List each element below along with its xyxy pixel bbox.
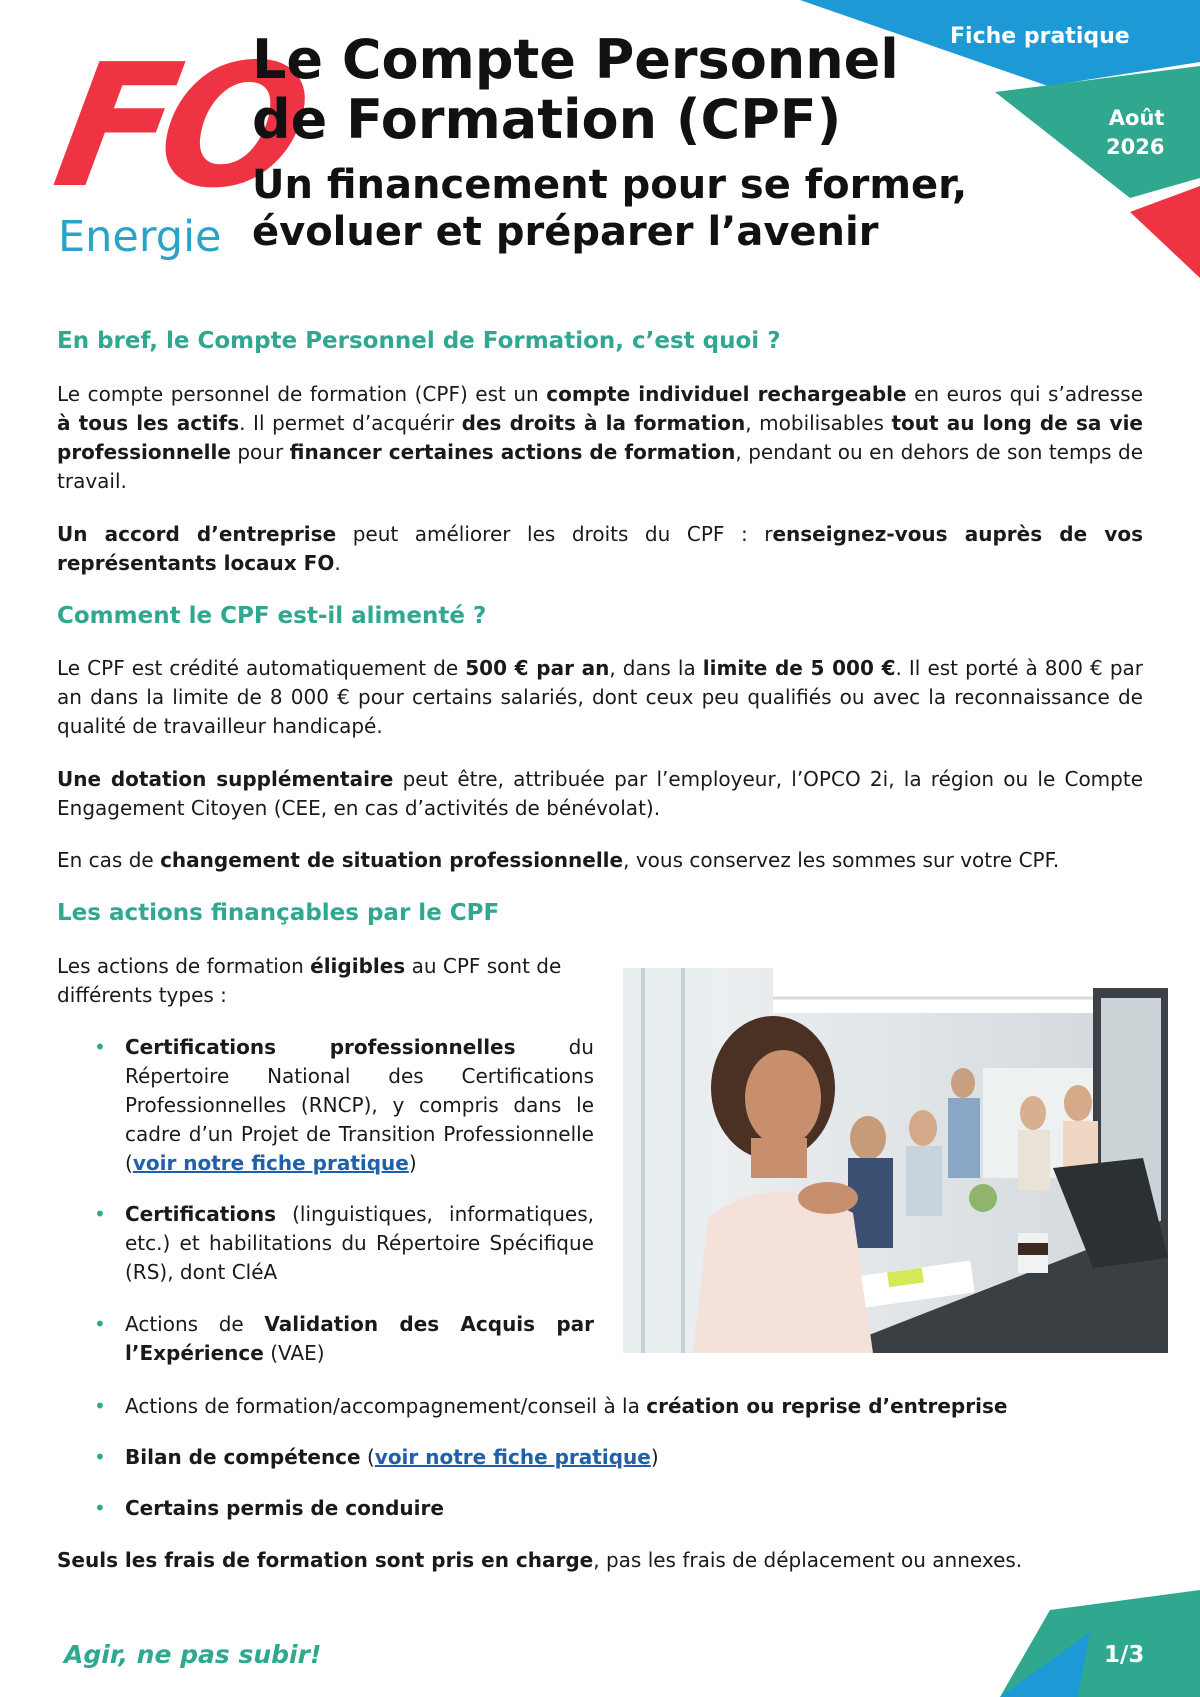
text-run: , vous conservez les sommes sur votre CPF. xyxy=(623,848,1060,872)
text-run: pour xyxy=(230,440,290,464)
text-run: Actions de formation/accompagnement/conseil à la xyxy=(125,1394,647,1418)
fo-logo-energie: Energie xyxy=(58,212,222,262)
bold-text: Certains permis de conduire xyxy=(125,1496,444,1520)
text-run: du Répertoire National des Certifications Professionnelles (RNCP), y compris dans le cadre d’un Projet de Transition Professionnelle ( xyxy=(125,1035,594,1175)
text-run: , pas les frais de déplacement ou annexes. xyxy=(593,1548,1023,1572)
fiche-pratique-link[interactable]: voir notre fiche pratique xyxy=(132,1151,409,1175)
list-item-vae xyxy=(94,1310,594,1368)
bold-text: Validation des Acquis par l’Expérience xyxy=(125,1312,594,1365)
text-run: Le compte personnel de formation (CPF) est un xyxy=(57,382,547,406)
title-line-1: Le Compte Personnel xyxy=(252,28,899,91)
text-run: , dans la xyxy=(609,656,703,680)
bold-text: Bilan de compétence xyxy=(125,1445,361,1469)
paragraph-accord-entreprise xyxy=(57,520,1143,578)
text-run: Les actions de formation xyxy=(57,954,311,978)
paragraph-frais-pris-en-charge xyxy=(57,1546,1143,1575)
bold-text: 500 € par an xyxy=(465,656,610,680)
fo-logo: FO xyxy=(42,28,311,226)
bold-text: limite de 5 000 € xyxy=(702,656,896,680)
bullet-dot-icon: • xyxy=(94,1312,106,1336)
text-run: , pendant ou en dehors de son temps de travail. xyxy=(57,440,1144,493)
text-run: , mobilisables xyxy=(745,411,892,435)
text-run: au CPF sont de différents types : xyxy=(57,954,562,1007)
text-run: (VAE) xyxy=(263,1341,325,1365)
bold-text: Une dotation supplémentaire xyxy=(57,767,394,791)
page-subtitle xyxy=(252,162,1032,256)
footer-slogan: Agir, ne pas subir! xyxy=(64,1640,322,1669)
bold-text: compte individuel rechargeable xyxy=(546,382,907,406)
text-run: En cas de xyxy=(57,848,161,872)
paragraph-dotation xyxy=(57,765,1143,823)
paragraph-cpf-definition xyxy=(57,380,1143,496)
bold-text: éligibles xyxy=(310,954,406,978)
paragraph-changement-situation xyxy=(57,846,1143,875)
list-item-certifications-pro xyxy=(94,1033,594,1178)
section-heading-alimentation: Comment le CPF est-il alimenté ? xyxy=(57,603,487,629)
page-number: 1/3 xyxy=(1104,1642,1145,1668)
subtitle-line-2: évoluer et préparer l’avenir xyxy=(252,209,879,255)
document-date xyxy=(1072,104,1164,162)
page-title xyxy=(252,30,952,150)
text-run: Actions de xyxy=(125,1312,265,1336)
bullet-dot-icon: • xyxy=(94,1394,106,1418)
bold-text: enseignez-vous auprès de vos représentants locaux FO xyxy=(57,522,1143,575)
subtitle-line-1: Un financement pour se former, xyxy=(252,162,968,208)
bold-text: à tous les actifs xyxy=(57,411,240,435)
header-red-triangle xyxy=(1130,186,1200,278)
photo-illustration xyxy=(623,968,1168,1353)
list-item-creation-entreprise xyxy=(94,1392,1144,1421)
bullet-dot-icon: • xyxy=(94,1202,106,1226)
bullet-dot-icon: • xyxy=(94,1445,106,1469)
title-line-2: de Formation (CPF) xyxy=(252,88,842,151)
text-run: Le CPF est crédité automatiquement de xyxy=(57,656,466,680)
date-month: Août xyxy=(1108,106,1165,130)
bullet-dot-icon: • xyxy=(94,1035,106,1059)
bold-text: Certifications xyxy=(125,1202,276,1226)
text-run: en euros qui s’adresse xyxy=(906,382,1144,406)
paragraph-credit-annuel xyxy=(57,654,1143,741)
text-run: ) xyxy=(408,1151,417,1175)
paragraph-actions-intro xyxy=(57,952,597,1010)
bullet-dot-icon: • xyxy=(94,1496,106,1520)
bold-text: tout au long de sa vie professionnelle xyxy=(57,411,1143,464)
text-run: ( xyxy=(360,1445,375,1469)
bold-text: Seuls les frais de formation sont pris en charge xyxy=(57,1548,594,1572)
bold-text: Un accord d’entreprise xyxy=(57,522,337,546)
text-run: peut être, attribuée par l’employeur, l’OPCO 2i, la région ou le Compte Engagement Citoyen (CEE, en cas d’activités de bénévolat). xyxy=(57,767,1143,820)
bold-text: création ou reprise d’entreprise xyxy=(646,1394,1008,1418)
section-heading-actions: Les actions finançables par le CPF xyxy=(57,900,500,926)
text-run: . xyxy=(334,551,341,575)
text-run: ) xyxy=(650,1445,659,1469)
bold-text: financer certaines actions de formation xyxy=(289,440,736,464)
text-run: (linguistiques, informatiques, etc.) et habilitations du Répertoire Spécifique (RS), dont CléA xyxy=(125,1202,594,1284)
text-run: peut améliorer les droits du CPF : r xyxy=(336,522,773,546)
fiche-pratique-link[interactable]: voir notre fiche pratique xyxy=(374,1445,651,1469)
bold-text: des droits à la formation xyxy=(461,411,746,435)
text-run: . Il est porté à 800 € par an dans la limite de 8 000 € pour certains salariés, dont ceux peu qualifiés ou avec la reconnaissance de qualité de travailleur handicapé. xyxy=(57,656,1143,738)
bold-text: changement de situation professionnelle xyxy=(160,848,624,872)
section-heading-en-bref: En bref, le Compte Personnel de Formation, c’est quoi ? xyxy=(57,328,781,354)
list-item-certifications-rs xyxy=(94,1200,594,1287)
bold-text: Certifications professionnelles xyxy=(125,1035,516,1059)
date-year: 2026 xyxy=(1106,135,1165,159)
document-type-tag: Fiche pratique xyxy=(950,24,1130,49)
list-item-permis xyxy=(94,1494,1144,1523)
list-item-bilan-competence xyxy=(94,1443,1144,1472)
photo-training-room xyxy=(623,968,1168,1353)
text-run: . Il permet d’acquérir xyxy=(239,411,462,435)
